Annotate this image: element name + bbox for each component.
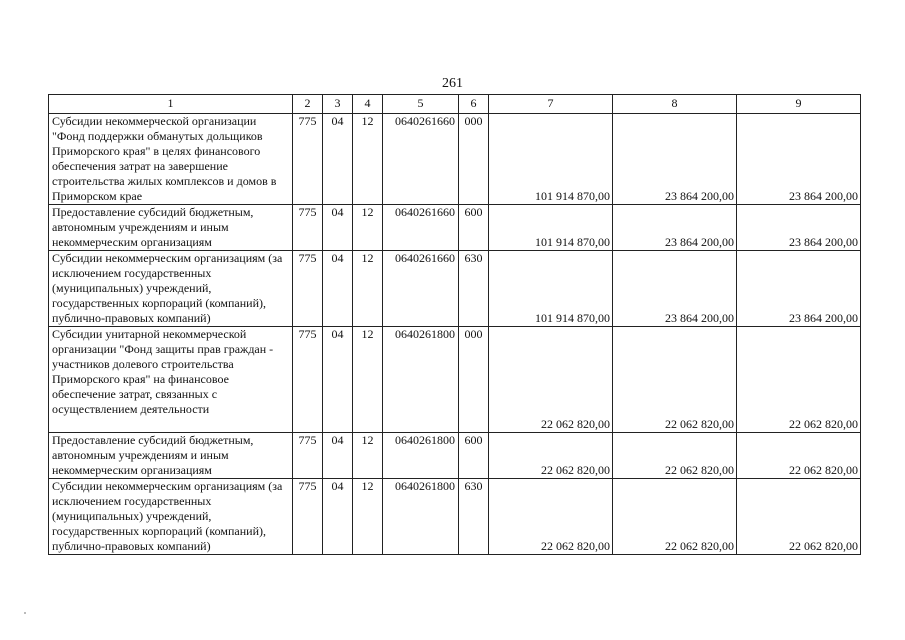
table-row — [49, 479, 861, 555]
code-cell: 0640261800 — [383, 479, 459, 555]
code-cell: 0640261660 — [383, 205, 459, 251]
code-cell: 630 — [459, 479, 489, 555]
code-cell: 04 — [323, 433, 353, 479]
code-cell: 0640261800 — [383, 433, 459, 479]
amount-cell: 23 864 200,00 — [613, 114, 737, 205]
row-name-cell: Субсидии некоммерческой организации "Фонд поддержки обманутых дольщиков Приморского края" в целях финансового обеспечения затрат на завершение строительства жилых комплексов и домов в Приморском крае — [49, 114, 293, 205]
code-cell: 12 — [353, 205, 383, 251]
code-cell: 600 — [459, 205, 489, 251]
table-row — [49, 114, 861, 205]
page-number: 261 — [442, 76, 463, 91]
row-name-cell: Субсидии некоммерческим организациям (за исключением государственных (муниципальных) учреждений, государственных корпораций (компаний), публично-правовых компаний) — [49, 479, 293, 555]
amount-cell: 23 864 200,00 — [737, 251, 861, 327]
column-header: 9 — [737, 95, 861, 114]
amount-cell: 23 864 200,00 — [613, 205, 737, 251]
column-header: 3 — [323, 95, 353, 114]
code-cell: 775 — [293, 433, 323, 479]
budget-table — [48, 94, 861, 555]
column-header: 8 — [613, 95, 737, 114]
amount-cell: 22 062 820,00 — [613, 479, 737, 555]
amount-cell: 101 914 870,00 — [489, 205, 613, 251]
code-cell: 630 — [459, 251, 489, 327]
code-cell: 0640261660 — [383, 114, 459, 205]
code-cell: 600 — [459, 433, 489, 479]
code-cell: 775 — [293, 251, 323, 327]
table-row — [49, 251, 861, 327]
column-header: 6 — [459, 95, 489, 114]
code-cell: 12 — [353, 327, 383, 433]
code-cell: 04 — [323, 327, 353, 433]
amount-cell: 101 914 870,00 — [489, 114, 613, 205]
scan-speck — [24, 612, 26, 614]
code-cell: 12 — [353, 251, 383, 327]
row-name-cell: Субсидии унитарной некоммерческой организации "Фонд защиты прав граждан - участников долевого строительства Приморского края" на финансовое обеспечение затрат, связанных с осуществлением деятельности — [49, 327, 293, 433]
column-header: 2 — [293, 95, 323, 114]
code-cell: 04 — [323, 479, 353, 555]
amount-cell: 22 062 820,00 — [737, 327, 861, 433]
column-header: 5 — [383, 95, 459, 114]
amount-cell: 22 062 820,00 — [489, 327, 613, 433]
row-name-cell: Субсидии некоммерческим организациям (за исключением государственных (муниципальных) учреждений, государственных корпораций (компаний), публично-правовых компаний) — [49, 251, 293, 327]
table-row — [49, 433, 861, 479]
column-header: 4 — [353, 95, 383, 114]
amount-cell: 22 062 820,00 — [613, 327, 737, 433]
code-cell: 04 — [323, 205, 353, 251]
code-cell: 775 — [293, 205, 323, 251]
code-cell: 775 — [293, 479, 323, 555]
column-header: 7 — [489, 95, 613, 114]
column-header: 1 — [49, 95, 293, 114]
amount-cell: 22 062 820,00 — [489, 433, 613, 479]
code-cell: 12 — [353, 114, 383, 205]
amount-cell: 23 864 200,00 — [613, 251, 737, 327]
amount-cell: 22 062 820,00 — [737, 479, 861, 555]
code-cell: 12 — [353, 433, 383, 479]
table-row — [49, 205, 861, 251]
code-cell: 04 — [323, 251, 353, 327]
code-cell: 000 — [459, 114, 489, 205]
code-cell: 12 — [353, 479, 383, 555]
amount-cell: 101 914 870,00 — [489, 251, 613, 327]
row-name-cell: Предоставление субсидий бюджетным, автономным учреждениям и иным некоммерческим организациям — [49, 433, 293, 479]
amount-cell: 22 062 820,00 — [613, 433, 737, 479]
table-header-row — [49, 95, 861, 114]
table-row — [49, 327, 861, 433]
amount-cell: 22 062 820,00 — [737, 433, 861, 479]
code-cell: 775 — [293, 114, 323, 205]
code-cell: 775 — [293, 327, 323, 433]
amount-cell: 23 864 200,00 — [737, 205, 861, 251]
amount-cell: 22 062 820,00 — [489, 479, 613, 555]
code-cell: 0640261800 — [383, 327, 459, 433]
amount-cell: 23 864 200,00 — [737, 114, 861, 205]
code-cell: 04 — [323, 114, 353, 205]
code-cell: 000 — [459, 327, 489, 433]
code-cell: 0640261660 — [383, 251, 459, 327]
row-name-cell: Предоставление субсидий бюджетным, автономным учреждениям и иным некоммерческим организациям — [49, 205, 293, 251]
